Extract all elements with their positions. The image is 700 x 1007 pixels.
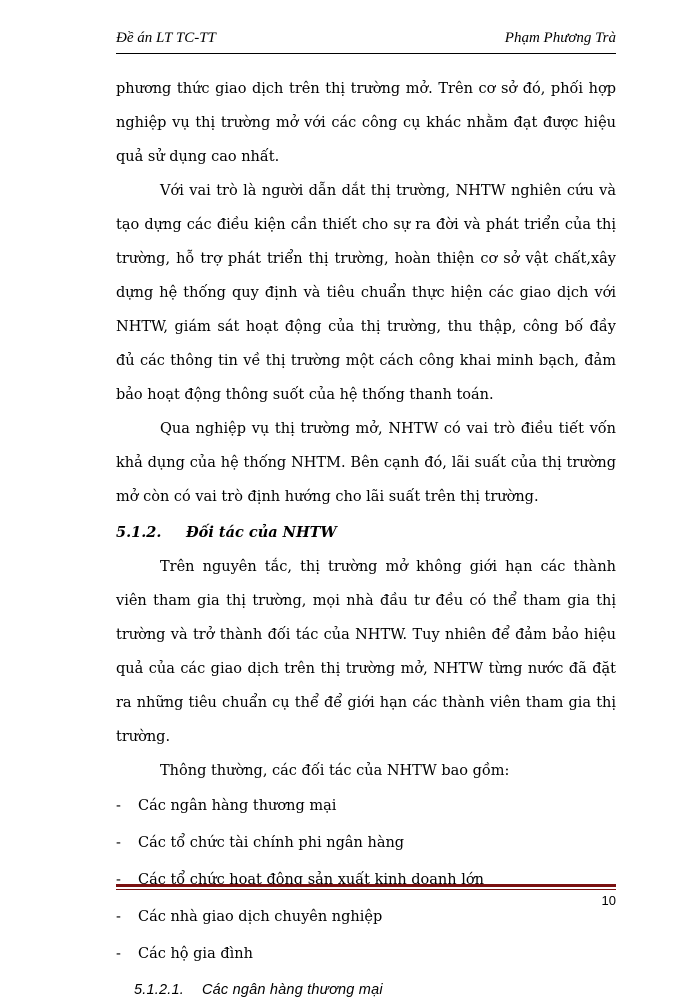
bullet-marker: - bbox=[116, 909, 121, 925]
paragraph-partners-intro: Thông thường, các đối tác của NHTW bao gồm: bbox=[160, 763, 510, 779]
section-heading bbox=[116, 516, 616, 550]
paragraph-role: Với vai trò là người dẫn dắt thị trường, NHTW nghiên cứu và tạo dựng các điều kiện cần thiết cho sự ra đời và phát triển của thị trường, hỗ trợ phát triển thị trường, hoàn thiện cơ sở vật chất,xây dựng hệ thống quy định và tiêu chuẩn thực hiện các giao dịch với NHTW, giám sát hoạt động của thị trường, thu thập, công bố đầy đủ các thông tin về thị trường một cách công khai minh bạch, đảm bảo hoạt động thông suốt của hệ thống thanh toán. bbox=[116, 183, 616, 403]
subsection-heading bbox=[116, 973, 616, 1007]
header-divider bbox=[116, 53, 616, 54]
page-number: 10 bbox=[601, 893, 616, 908]
section-title: Đối tác của NHTW bbox=[186, 524, 337, 541]
subsection-number: 5.1.2.1. bbox=[134, 982, 184, 998]
footer-divider-thick bbox=[116, 884, 616, 887]
header-doc-title: Đề án LT TC-TT bbox=[116, 30, 216, 46]
list-item: - Các nhà giao dịch chuyên nghiệp bbox=[116, 899, 616, 936]
bullet-marker: - bbox=[116, 798, 121, 814]
paragraph-continuation: phương thức giao dịch trên thị trường mở. Trên cơ sở đó, phối hợp nghiệp vụ thị trường mở với các công cụ khác nhằm đạt được hiệu quả sử dụng cao nhất. bbox=[116, 81, 616, 165]
header-author: Phạm Phương Trà bbox=[504, 30, 616, 46]
partner-list bbox=[116, 788, 616, 973]
section-number: 5.1.2. bbox=[116, 524, 162, 541]
page-header bbox=[116, 30, 616, 52]
subsection-title: Các ngân hàng thương mại bbox=[202, 982, 383, 998]
list-item: - Các ngân hàng thương mại bbox=[116, 788, 616, 825]
bullet-marker: - bbox=[116, 835, 121, 851]
bullet-marker: - bbox=[116, 946, 121, 962]
page-body bbox=[116, 72, 616, 1007]
list-item: - Các hộ gia đình bbox=[116, 936, 616, 973]
bullet-marker: - bbox=[116, 872, 121, 888]
paragraph-regulation: Qua nghiệp vụ thị trường mở, NHTW có vai trò điều tiết vốn khả dụng của hệ thống NHTM. Bên cạnh đó, lãi suất của thị trường mở còn có vai trò định hướng cho lãi suất trên thị trường. bbox=[116, 421, 616, 505]
footer-divider-thin bbox=[116, 889, 616, 890]
list-item: - Các tổ chức hoạt động sản xuất kinh doanh lớn bbox=[116, 862, 616, 899]
list-item: - Các tổ chức tài chính phi ngân hàng bbox=[116, 825, 616, 862]
paragraph-principle: Trên nguyên tắc, thị trường mở không giới hạn các thành viên tham gia thị trường, mọi nhà đầu tư đều có thể tham gia thị trường và trở thành đối tác của NHTW. Tuy nhiên để đảm bảo hiệu quả của các giao dịch trên thị trường mở, NHTW từng nước đã đặt ra những tiêu chuẩn cụ thể để giới hạn các thành viên tham gia thị trường. bbox=[116, 559, 616, 745]
